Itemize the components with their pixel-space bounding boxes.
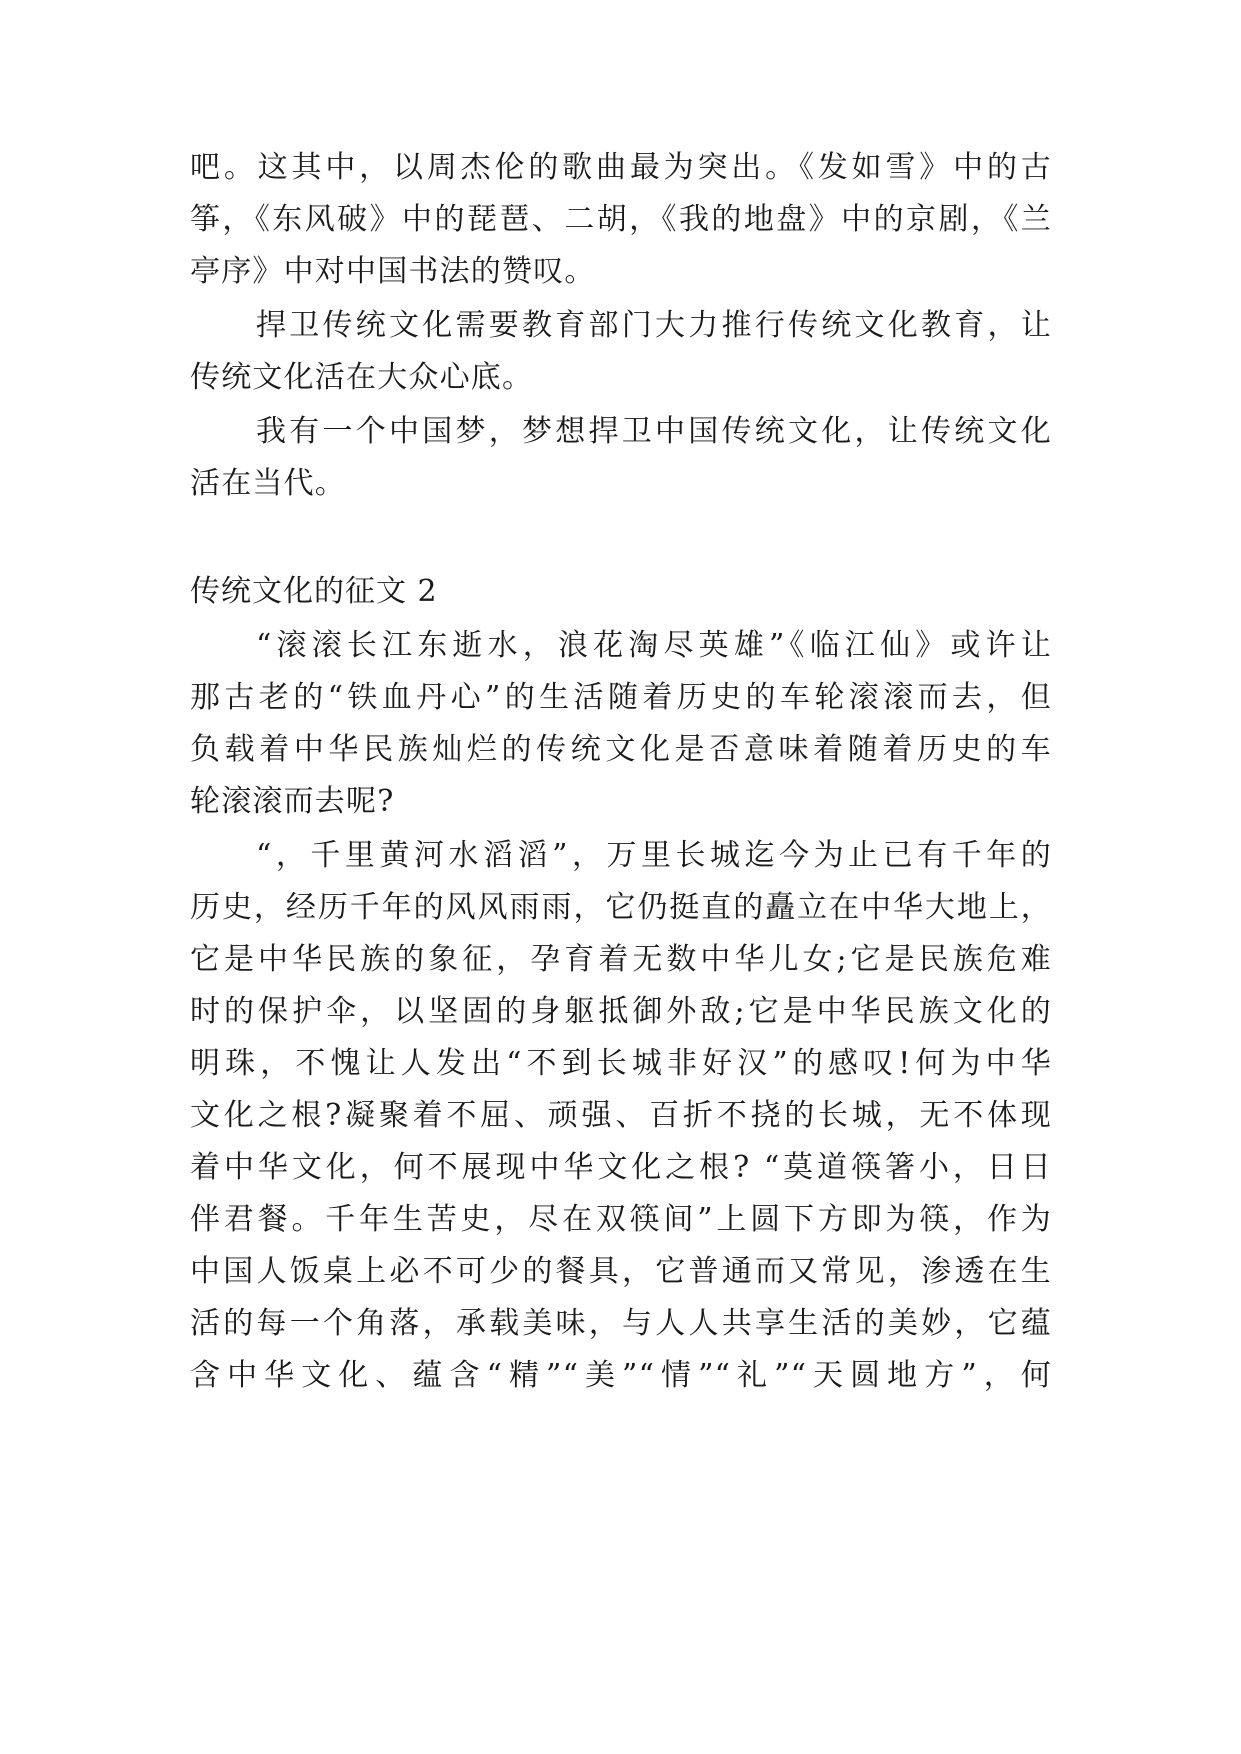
paragraph-line: 轮滚滚而去呢? bbox=[190, 784, 395, 819]
paragraph-line: 明珠，不愧让人发出“不到长城非好汉”的感叹!何为中华 bbox=[190, 1046, 1052, 1081]
paragraph-line: 中国人饭桌上必不可少的餐具，它普通而又常见，渗透在生 bbox=[190, 1254, 1052, 1289]
paragraph-line: 捍卫传统文化需要教育部门大力推行传统文化教育，让 bbox=[256, 308, 1052, 343]
paragraph-line: 亭序》中对中国书法的赞叹。 bbox=[190, 254, 596, 289]
paragraph-line: 筝，《东风破》中的琵琶、二胡，《我的地盘》中的京剧，《兰 bbox=[190, 202, 1052, 237]
paragraph-line: 那古老的“铁血丹心”的生活随着历史的车轮滚滚而去，但 bbox=[190, 680, 1052, 715]
section-heading: 传统文化的征文 2 bbox=[190, 574, 438, 609]
paragraph-line: 活在当代。 bbox=[190, 466, 346, 501]
paragraph-line: 它是中华民族的象征，孕育着无数中华儿女;它是民族危难 bbox=[190, 942, 1052, 977]
paragraph-line: 吧。这其中，以周杰伦的歌曲最为突出。《发如雪》中的古 bbox=[190, 150, 1052, 185]
paragraph-line: “，千里黄河水滔滔”，万里长城迄今为止已有千年的 bbox=[256, 838, 1052, 873]
paragraph-line: 伴君餐。千年生苦史，尽在双筷间”上圆下方即为筷，作为 bbox=[190, 1202, 1052, 1237]
paragraph-line: 文化之根?凝聚着不屈、顽强、百折不挠的长城，无不体现 bbox=[190, 1098, 1052, 1133]
paragraph-line: 时的保护伞，以坚固的身躯抵御外敌;它是中华民族文化的 bbox=[190, 994, 1052, 1029]
paragraph-line: 传统文化活在大众心底。 bbox=[190, 360, 534, 395]
paragraph-line: 历史，经历千年的风风雨雨，它仍挺直的矗立在中华大地上， bbox=[190, 890, 1052, 925]
paragraph-line: 活的每一个角落，承载美味，与人人共享生活的美妙，它蕴 bbox=[190, 1306, 1052, 1341]
paragraph-line: 着中华文化，何不展现中华文化之根? “莫道筷箸小，日日 bbox=[190, 1150, 1052, 1185]
paragraph-line: 含中华文化、蕴含“精”“美”“情”“礼”“天圆地方”，何 bbox=[190, 1358, 1052, 1393]
paragraph-line: 我有一个中国梦，梦想捍卫中国传统文化，让传统文化 bbox=[256, 414, 1052, 449]
paragraph-line: 负载着中华民族灿烂的传统文化是否意味着随着历史的车 bbox=[190, 732, 1052, 767]
paragraph-line: “滚滚长江东逝水，浪花淘尽英雄”《临江仙》或许让 bbox=[256, 628, 1052, 663]
